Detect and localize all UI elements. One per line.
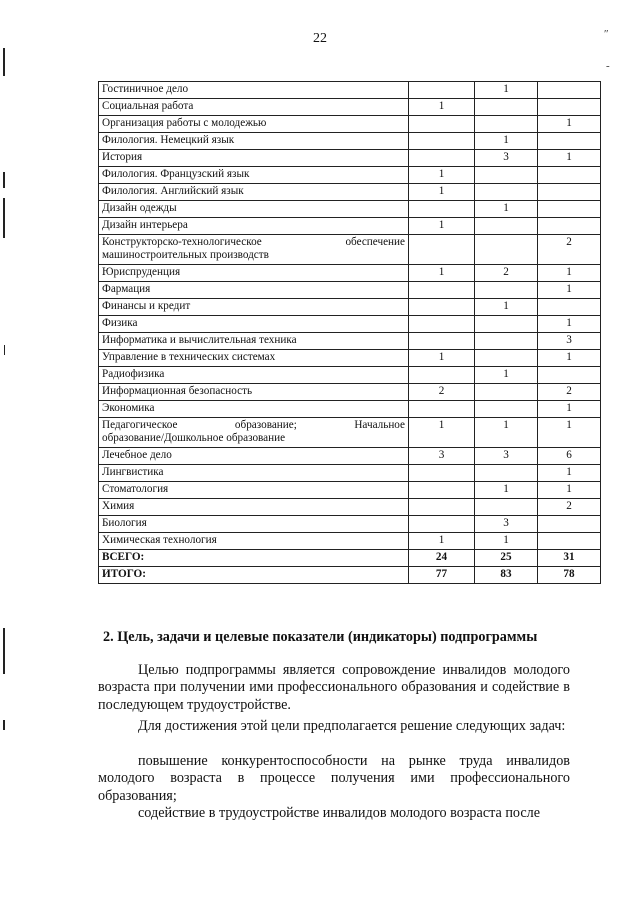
table-row	[99, 116, 601, 133]
table-row	[99, 401, 601, 418]
value-cell: 1	[409, 167, 475, 184]
row-name-line: машиностроительных производств	[102, 249, 269, 261]
value-cell: 1	[538, 418, 601, 448]
total-row	[99, 550, 601, 567]
total-row	[99, 567, 601, 584]
value-cell	[475, 235, 538, 265]
table-row	[99, 201, 601, 218]
value-cell	[538, 184, 601, 201]
row-name-cell: Гостиничное дело	[99, 82, 409, 99]
row-name-cell: Филология. Немецкий язык	[99, 133, 409, 150]
table-row	[99, 265, 601, 282]
value-cell: 1	[409, 265, 475, 282]
value-cell	[475, 333, 538, 350]
value-cell: 1	[409, 99, 475, 116]
value-cell	[409, 499, 475, 516]
value-cell: 2	[538, 499, 601, 516]
table-row	[99, 482, 601, 499]
table-row	[99, 350, 601, 367]
row-name-cell	[99, 418, 409, 448]
value-cell	[409, 82, 475, 99]
value-cell	[538, 299, 601, 316]
row-name-line: Педагогическое образование; Начальное	[102, 419, 405, 431]
table-row	[99, 499, 601, 516]
value-cell	[409, 116, 475, 133]
corner-mark: ʺ	[604, 28, 609, 40]
row-name-line: Конструкторско-технологическое обеспечение	[102, 236, 405, 248]
value-cell: 3	[475, 150, 538, 167]
table-row	[99, 418, 601, 448]
row-name-cell: Радиофизика	[99, 367, 409, 384]
row-name-cell: Юриспруденция	[99, 265, 409, 282]
value-cell	[409, 235, 475, 265]
value-cell: 1	[538, 265, 601, 282]
scan-edge-mark	[3, 48, 5, 76]
total-label-cell: ИТОГО:	[99, 567, 409, 584]
paragraph: Целью подпрограммы является сопровождение инвалидов молодого возраста при получении ими профессионального образования и содействие в последующем трудоустройстве.	[98, 662, 570, 713]
value-cell	[409, 133, 475, 150]
value-cell	[409, 282, 475, 299]
table-row	[99, 133, 601, 150]
scan-edge-mark	[3, 628, 5, 674]
value-cell	[538, 133, 601, 150]
value-cell	[409, 201, 475, 218]
corner-dash: -	[606, 60, 610, 72]
table-row	[99, 299, 601, 316]
scan-edge-mark	[3, 720, 5, 730]
value-cell: 6	[538, 448, 601, 465]
paragraph: Для достижения этой цели предполагается решение следующих задач:	[138, 718, 566, 734]
table-row	[99, 235, 601, 265]
value-cell: 3	[538, 333, 601, 350]
value-cell: 1	[538, 316, 601, 333]
value-cell	[409, 316, 475, 333]
table-row	[99, 167, 601, 184]
value-cell	[475, 218, 538, 235]
value-cell: 1	[538, 282, 601, 299]
value-cell	[475, 465, 538, 482]
row-name-cell: Дизайн одежды	[99, 201, 409, 218]
value-cell: 1	[409, 533, 475, 550]
value-cell	[538, 167, 601, 184]
row-name-cell: Управление в технических системах	[99, 350, 409, 367]
row-name-cell: Лечебное дело	[99, 448, 409, 465]
value-cell: 1	[475, 82, 538, 99]
value-cell	[475, 184, 538, 201]
total-value-cell: 78	[538, 567, 601, 584]
table-row	[99, 333, 601, 350]
table-row	[99, 367, 601, 384]
table-row	[99, 465, 601, 482]
value-cell	[409, 482, 475, 499]
value-cell: 1	[538, 401, 601, 418]
table-row	[99, 533, 601, 550]
value-cell: 2	[409, 384, 475, 401]
scan-edge-mark	[4, 345, 5, 355]
value-cell: 1	[475, 299, 538, 316]
value-cell	[475, 167, 538, 184]
value-cell	[475, 499, 538, 516]
row-name-cell: Стоматология	[99, 482, 409, 499]
row-name-cell: Химия	[99, 499, 409, 516]
value-cell: 1	[538, 116, 601, 133]
paragraph: содействие в трудоустройстве инвалидов молодого возраста после	[138, 805, 541, 821]
section-title: 2. Цель, задачи и целевые показатели (индикаторы) подпрограммы	[103, 629, 538, 645]
table-row	[99, 282, 601, 299]
page-number: 22	[313, 31, 327, 46]
value-cell: 1	[475, 133, 538, 150]
value-cell	[475, 99, 538, 116]
row-name-cell: Дизайн интерьера	[99, 218, 409, 235]
table-row	[99, 384, 601, 401]
scan-edge-mark	[3, 198, 5, 238]
value-cell	[475, 350, 538, 367]
value-cell: 1	[538, 482, 601, 499]
value-cell	[538, 218, 601, 235]
value-cell	[409, 367, 475, 384]
value-cell	[538, 367, 601, 384]
total-value-cell: 25	[475, 550, 538, 567]
row-name-cell	[99, 235, 409, 265]
value-cell	[475, 384, 538, 401]
value-cell	[409, 333, 475, 350]
table-row	[99, 150, 601, 167]
value-cell: 2	[475, 265, 538, 282]
value-cell	[475, 316, 538, 333]
row-name-cell: Лингвистика	[99, 465, 409, 482]
total-label-cell: ВСЕГО:	[99, 550, 409, 567]
value-cell: 3	[475, 516, 538, 533]
value-cell: 1	[475, 533, 538, 550]
value-cell	[538, 82, 601, 99]
value-cell: 1	[409, 418, 475, 448]
value-cell: 3	[475, 448, 538, 465]
value-cell: 1	[409, 350, 475, 367]
row-name-line: образование/Дошкольное образование	[102, 432, 286, 444]
row-name-cell: Социальная работа	[99, 99, 409, 116]
table-row	[99, 448, 601, 465]
value-cell: 1	[538, 150, 601, 167]
row-name-cell: Экономика	[99, 401, 409, 418]
table-row	[99, 316, 601, 333]
table-row	[99, 184, 601, 201]
value-cell	[538, 533, 601, 550]
row-name-cell: Биология	[99, 516, 409, 533]
value-cell: 1	[475, 367, 538, 384]
row-name-cell: Филология. Английский язык	[99, 184, 409, 201]
value-cell: 1	[475, 201, 538, 218]
value-cell	[409, 150, 475, 167]
table-row	[99, 218, 601, 235]
value-cell	[409, 299, 475, 316]
total-value-cell: 77	[409, 567, 475, 584]
value-cell	[538, 99, 601, 116]
value-cell	[538, 201, 601, 218]
value-cell: 1	[538, 350, 601, 367]
row-name-cell: Информационная безопасность	[99, 384, 409, 401]
value-cell	[409, 516, 475, 533]
row-name-cell: Химическая технология	[99, 533, 409, 550]
row-name-cell: Филология. Французский язык	[99, 167, 409, 184]
row-name-cell: Информатика и вычислительная техника	[99, 333, 409, 350]
paragraph: повышение конкурентоспособности на рынке труда инвалидов молодого возраста в процессе получения ими профессионального образования;	[98, 753, 570, 804]
row-name-cell: Физика	[99, 316, 409, 333]
value-cell: 1	[409, 218, 475, 235]
total-value-cell: 24	[409, 550, 475, 567]
value-cell	[475, 401, 538, 418]
table-row	[99, 99, 601, 116]
total-value-cell: 31	[538, 550, 601, 567]
value-cell: 1	[538, 465, 601, 482]
value-cell	[409, 465, 475, 482]
value-cell: 3	[409, 448, 475, 465]
table-row	[99, 82, 601, 99]
total-value-cell: 83	[475, 567, 538, 584]
value-cell: 2	[538, 384, 601, 401]
scan-edge-mark	[3, 172, 5, 188]
row-name-cell: Фармация	[99, 282, 409, 299]
value-cell	[475, 116, 538, 133]
row-name-cell: История	[99, 150, 409, 167]
row-name-cell: Финансы и кредит	[99, 299, 409, 316]
value-cell	[538, 516, 601, 533]
value-cell: 1	[409, 184, 475, 201]
value-cell: 1	[475, 418, 538, 448]
value-cell	[409, 401, 475, 418]
row-name-cell: Организация работы с молодежью	[99, 116, 409, 133]
value-cell	[475, 282, 538, 299]
value-cell: 1	[475, 482, 538, 499]
specialties-table	[98, 81, 601, 584]
value-cell: 2	[538, 235, 601, 265]
table-row	[99, 516, 601, 533]
